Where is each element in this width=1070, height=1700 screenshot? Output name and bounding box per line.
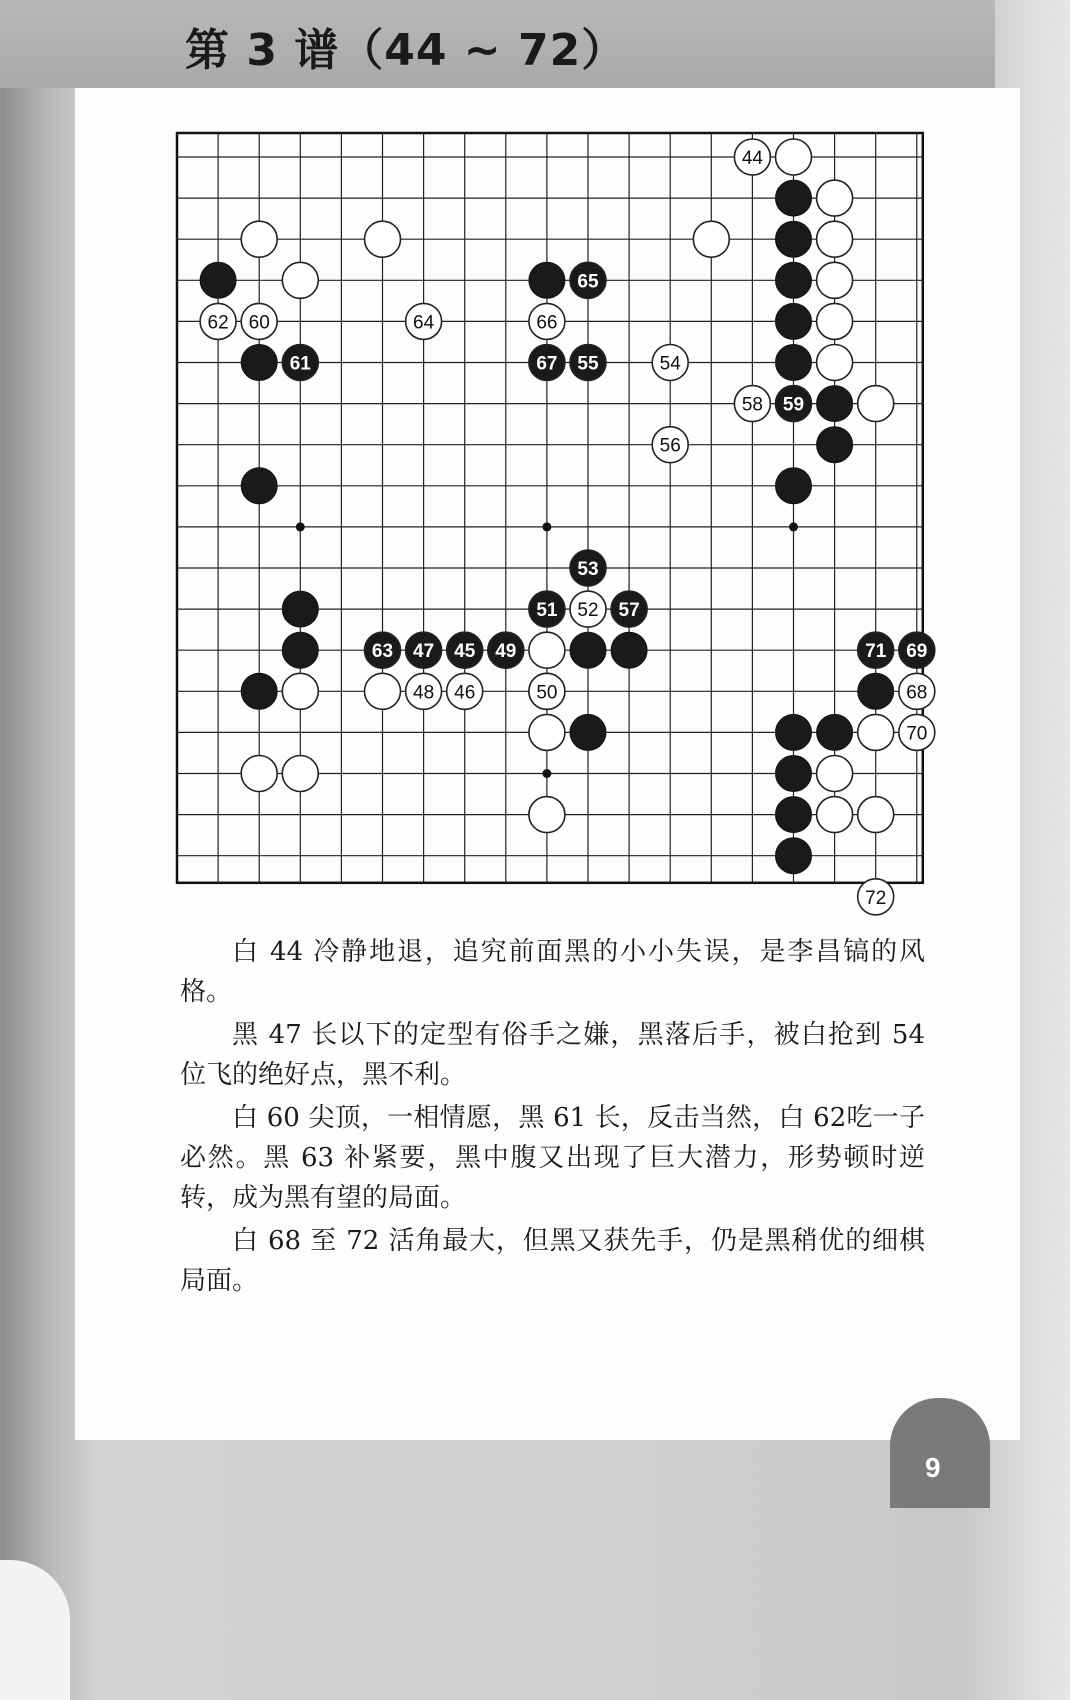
black-stone — [241, 468, 277, 504]
black-stone — [570, 632, 606, 668]
move-number-label: 63 — [371, 641, 394, 663]
white-stone — [365, 221, 401, 257]
commentary-paragraph-2: 黑 47 长以下的定型有俗手之嫌，黑落后手，被白抢到 54 位飞的绝好点，黑不利。 — [180, 1020, 925, 1090]
commentary-text — [180, 932, 925, 1304]
go-board-diagram — [175, 133, 935, 909]
black-stone — [611, 632, 647, 668]
white-stone — [693, 221, 729, 257]
move-number-label: 57 — [618, 600, 640, 622]
commentary-paragraph-4: 白 68 至 72 活角最大，但黑又获先手，仍是黑稍优的细棋局面。 — [180, 1226, 925, 1296]
move-number-label: 61 — [289, 353, 311, 375]
move-number-label: 46 — [454, 682, 476, 704]
star-point — [542, 769, 551, 778]
move-number-label: 70 — [906, 723, 928, 745]
white-stone — [241, 221, 277, 257]
move-number-label: 49 — [495, 641, 517, 663]
white-stone — [817, 262, 853, 298]
corner-decoration — [0, 1560, 70, 1700]
black-stone — [776, 262, 812, 298]
move-number-label: 71 — [865, 641, 887, 663]
white-stone — [817, 756, 853, 792]
black-stone — [776, 345, 812, 381]
black-stone — [817, 386, 853, 422]
black-stone — [200, 262, 236, 298]
white-stone — [858, 797, 894, 833]
move-number-label: 50 — [536, 682, 558, 704]
white-stone — [817, 797, 853, 833]
white-stone — [776, 139, 812, 175]
move-number-label: 53 — [577, 559, 599, 580]
move-number-label: 65 — [577, 271, 599, 293]
white-stone — [817, 345, 853, 381]
move-number-label: 51 — [536, 600, 558, 622]
move-number-label: 62 — [207, 312, 229, 334]
black-stone — [241, 345, 277, 381]
move-number-label: 44 — [741, 148, 763, 169]
black-stone — [776, 756, 812, 792]
star-point — [542, 522, 551, 531]
commentary-paragraph-1: 白 44 冷静地退，追究前面黑的小小失误，是李昌镐的风格。 — [180, 937, 925, 1007]
black-stone — [817, 714, 853, 750]
black-stone — [776, 221, 812, 257]
white-stone — [529, 632, 565, 668]
move-number-label: 64 — [413, 312, 435, 334]
black-stone — [776, 468, 812, 504]
black-stone — [776, 303, 812, 339]
black-stone — [858, 673, 894, 709]
black-stone — [776, 838, 812, 874]
black-stone — [570, 714, 606, 750]
star-point — [296, 522, 305, 531]
move-number-label: 67 — [536, 353, 558, 375]
move-number-label: 54 — [659, 353, 681, 375]
white-stone — [817, 303, 853, 339]
page-number: 9 — [925, 1452, 941, 1483]
move-number-label: 52 — [577, 600, 599, 622]
move-number-label: 58 — [741, 394, 763, 416]
white-stone — [817, 180, 853, 216]
move-number-label: 60 — [248, 312, 270, 334]
move-number-label: 47 — [413, 641, 435, 663]
black-stone — [282, 632, 318, 668]
white-stone — [282, 262, 318, 298]
commentary-paragraph-3: 白 60 尖顶，一相情愿，黑 61 长，反击当然，白 62吃一子必然。黑 63 补紧要，黑中腹又出现了巨大潜力，形势顿时逆转，成为黑有望的局面。 — [180, 1103, 925, 1213]
black-stone — [282, 591, 318, 627]
move-number-label: 59 — [782, 394, 805, 416]
black-stone — [241, 673, 277, 709]
white-stone — [282, 673, 318, 709]
move-number-label: 45 — [454, 641, 476, 663]
white-stone — [858, 386, 894, 422]
page-title: 第 3 谱（44 ~ 72） — [185, 25, 627, 76]
black-stone — [817, 427, 853, 463]
white-stone — [365, 673, 401, 709]
white-stone — [529, 797, 565, 833]
black-stone — [776, 714, 812, 750]
white-stone — [282, 756, 318, 792]
white-stone — [241, 756, 277, 792]
move-number-label: 66 — [536, 312, 558, 334]
move-number-label: 56 — [659, 435, 681, 457]
white-stone — [529, 714, 565, 750]
white-stone — [817, 221, 853, 257]
black-stone — [776, 797, 812, 833]
move-number-label: 72 — [865, 887, 887, 909]
star-point — [789, 522, 798, 531]
move-number-label: 69 — [906, 641, 928, 663]
white-stone — [858, 714, 894, 750]
black-stone — [529, 262, 565, 298]
black-stone — [776, 180, 812, 216]
move-number-label: 55 — [577, 353, 599, 375]
move-number-label: 48 — [413, 682, 435, 704]
move-number-label: 68 — [906, 682, 928, 704]
go-board-svg — [175, 133, 935, 909]
